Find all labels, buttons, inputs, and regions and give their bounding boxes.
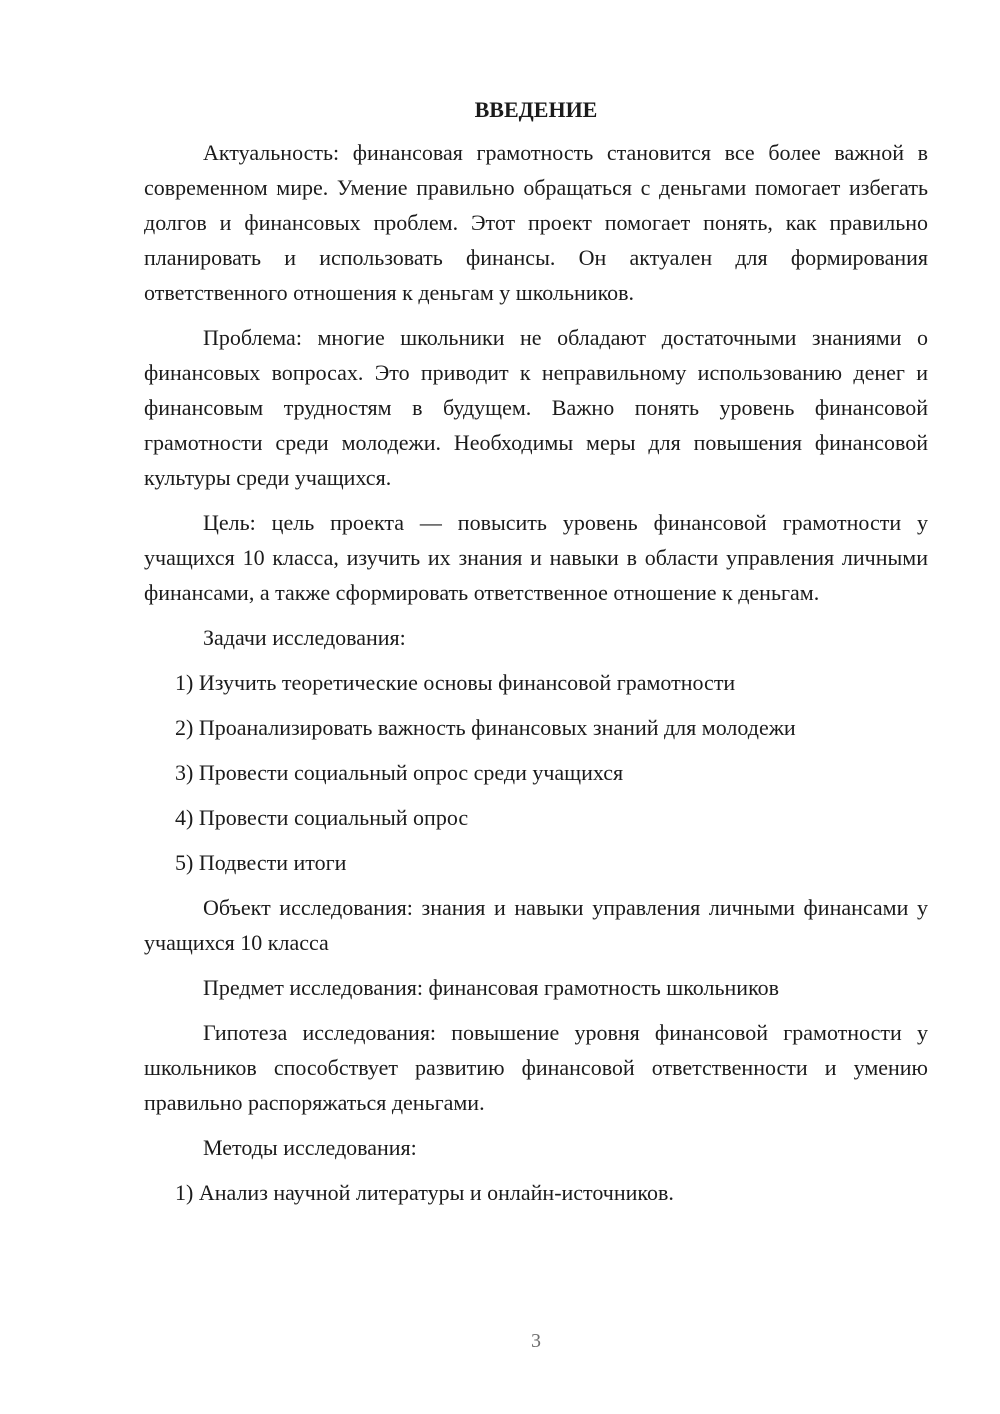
task-item: 3) Провести социальный опрос среди учащихся xyxy=(175,760,624,785)
tasks-title: Задачи исследования: xyxy=(203,625,406,650)
task-item: 2) Проанализировать важность финансовых знаний для молодежи xyxy=(175,715,796,740)
hypothesis-paragraph: Гипотеза исследования: повышение уровня финансовой грамотности у школьников способствует развитию финансовой ответственности и умению правильно распоряжаться деньгами. xyxy=(144,1020,928,1115)
method-item: 1) Анализ научной литературы и онлайн-источников. xyxy=(175,1180,674,1205)
relevance-paragraph: Актуальность: финансовая грамотность становится все более важной в современном мире. Умение правильно обращаться с деньгами помогает избегать долгов и финансовых проблем. Этот проект помогает понять, как правильно планировать и использовать финансы. Он актуален для формирования ответственного отношения к деньгам у школьников. xyxy=(144,140,928,305)
task-item: 5) Подвести итоги xyxy=(175,850,347,875)
subject-paragraph: Предмет исследования: финансовая грамотность школьников xyxy=(203,975,780,1000)
page-number: 3 xyxy=(531,1330,541,1352)
methods-title: Методы исследования: xyxy=(203,1135,417,1160)
task-item: 1) Изучить теоретические основы финансовой грамотности xyxy=(175,670,736,695)
section-heading: ВВЕДЕНИЕ xyxy=(474,97,598,122)
object-paragraph: Объект исследования: знания и навыки управления личными финансами у учащихся 10 класса xyxy=(144,895,928,955)
task-item: 4) Провести социальный опрос xyxy=(175,805,469,830)
document-page xyxy=(144,92,928,1220)
goal-paragraph: Цель: цель проекта — повысить уровень финансовой грамотности у учащихся 10 класса, изучить их знания и навыки в области управления личными финансами, а также сформировать ответственное отношение к деньгам. xyxy=(144,510,928,605)
problem-paragraph: Проблема: многие школьники не обладают достаточными знаниями о финансовых вопросах. Это приводит к неправильному использованию денег и финансовым трудностям в будущем. Важно понять уровень финансовой грамотности среди молодежи. Необходимы меры для повышения финансовой культуры среди учащихся. xyxy=(144,325,928,490)
